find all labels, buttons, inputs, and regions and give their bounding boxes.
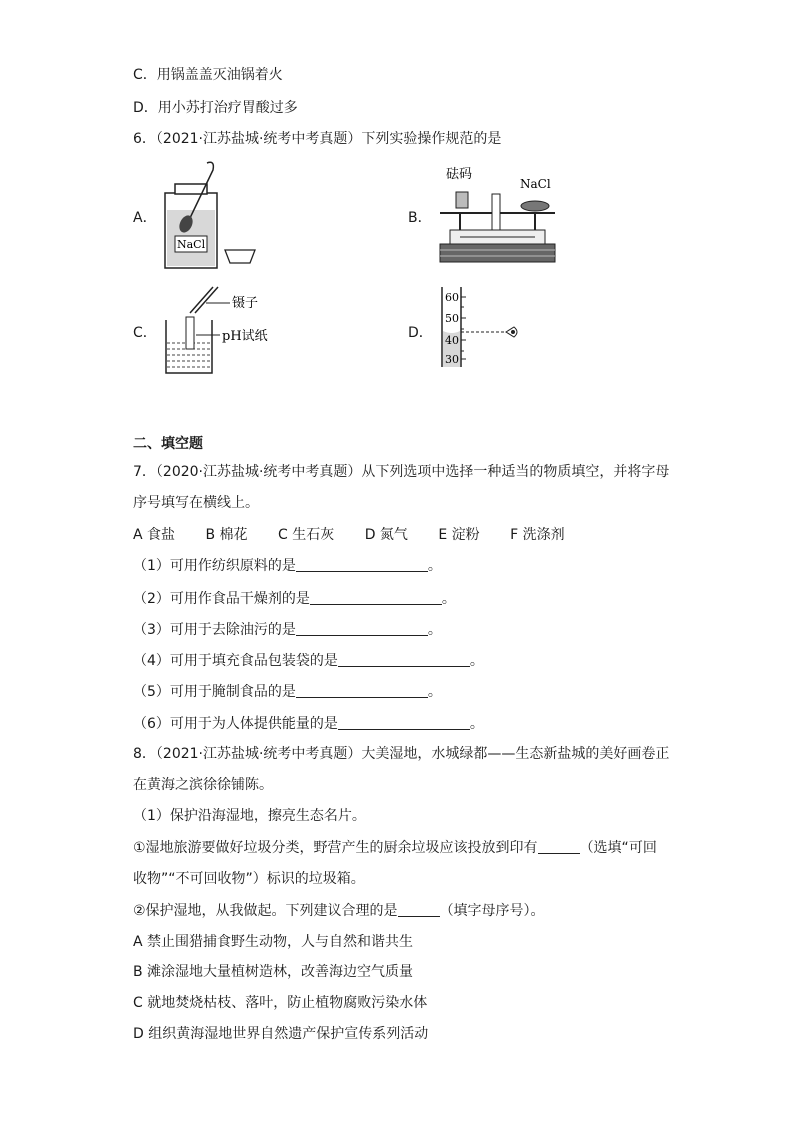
question-8-option-b: B 滩涂湿地大量植树造林，改善海边空气质量 bbox=[133, 964, 414, 980]
figure-c-beaker bbox=[160, 285, 290, 375]
option-a: A 食盐 bbox=[133, 527, 176, 543]
question-7-sub4: （4）可用于填充食品包装袋的是 。 bbox=[133, 653, 484, 669]
answer-blank[interactable] bbox=[538, 839, 580, 854]
figure-b-pan-text: NaCl bbox=[520, 177, 551, 191]
question-7-sub5: （5）可用于腌制食品的是 。 bbox=[133, 684, 442, 700]
figure-a-jar-label: NaCl bbox=[177, 238, 206, 251]
question-8-item2: ②保护湿地，从我做起。下列建议合理的是 （填字母序号）。 bbox=[133, 903, 545, 919]
question-7-stem-line1: 7．（2020·江苏盐城·统考中考真题）从下列选项中选择一种适当的物质填空，并将字母 bbox=[133, 464, 670, 480]
figure-d-tick-60: 60 bbox=[445, 291, 459, 304]
figure-d-label: D． bbox=[408, 325, 433, 341]
question-8-option-d: D 组织黄海湿地世界自然遗产保护宣传系列活动 bbox=[133, 1026, 429, 1042]
answer-blank[interactable] bbox=[310, 590, 442, 605]
question-8-item1-line1: ①湿地旅游要做好垃圾分类，野营产生的厨余垃圾应该投放到印有 （选填“可回 bbox=[133, 840, 657, 856]
answer-blank[interactable] bbox=[338, 652, 470, 667]
question-7-options bbox=[133, 526, 591, 544]
option-c-text: C．用锅盖盖灭油锅着火 bbox=[133, 67, 283, 83]
question-7-sub1: （1）可用作纺织原料的是 。 bbox=[133, 558, 442, 574]
question-8-sub1: （1）保护沿海湿地，擦亮生态名片。 bbox=[133, 808, 366, 824]
figure-c-tweezers-text: 镊子 bbox=[232, 296, 259, 311]
option-d: D 氮气 bbox=[364, 527, 408, 543]
figure-c-paper-text: pH试纸 bbox=[222, 329, 268, 344]
question-8-item1-line2: 收物”“不可回收物”）标识的垃圾箱。 bbox=[133, 871, 365, 887]
question-7-sub2: （2）可用作食品干燥剂的是 。 bbox=[133, 591, 456, 607]
figure-b-weight-text: 砝码 bbox=[446, 167, 473, 182]
figure-c-label: C． bbox=[133, 325, 157, 341]
option-d-text: D．用小苏打治疗胃酸过多 bbox=[133, 100, 298, 116]
figure-d-tick-50: 50 bbox=[445, 312, 459, 325]
option-c: C 生石灰 bbox=[278, 527, 335, 543]
section-title: 二、填空题 bbox=[133, 436, 203, 452]
figure-d-tick-30: 30 bbox=[445, 353, 459, 366]
figure-b-balance bbox=[430, 158, 560, 273]
figure-a-reagent-bottle bbox=[155, 158, 270, 273]
answer-blank[interactable] bbox=[296, 557, 428, 572]
option-f: F 洗涤剂 bbox=[510, 527, 565, 543]
option-b: B 棉花 bbox=[205, 527, 248, 543]
answer-blank[interactable] bbox=[296, 683, 428, 698]
question-8-option-a: A 禁止围猎捕食野生动物，人与自然和谐共生 bbox=[133, 934, 414, 950]
question-8-option-c: C 就地焚烧枯枝、落叶，防止植物腐败污染水体 bbox=[133, 995, 428, 1011]
question-6-stem: 6．（2021·江苏盐城·统考中考真题）下列实验操作规范的是 bbox=[133, 131, 502, 147]
question-7-stem-line2: 序号填写在横线上。 bbox=[133, 495, 259, 511]
answer-blank[interactable] bbox=[398, 902, 440, 917]
question-7-sub3: （3）可用于去除油污的是 。 bbox=[133, 622, 442, 638]
answer-blank[interactable] bbox=[296, 621, 428, 636]
figure-b-label: B． bbox=[408, 210, 432, 226]
answer-blank[interactable] bbox=[338, 715, 470, 730]
question-8-stem-line1: 8．（2021·江苏盐城·统考中考真题）大美湿地，水城绿都——生态新盐城的美好画卷正 bbox=[133, 746, 670, 762]
figure-d-tick-40: 40 bbox=[445, 334, 459, 347]
figure-a-label: A． bbox=[133, 210, 157, 226]
question-8-stem-line2: 在黄海之滨徐徐铺陈。 bbox=[133, 777, 273, 793]
question-7-sub6: （6）可用于为人体提供能量的是 。 bbox=[133, 716, 484, 732]
option-e: E 淀粉 bbox=[438, 527, 480, 543]
figure-d-graduated-cylinder bbox=[436, 285, 526, 370]
